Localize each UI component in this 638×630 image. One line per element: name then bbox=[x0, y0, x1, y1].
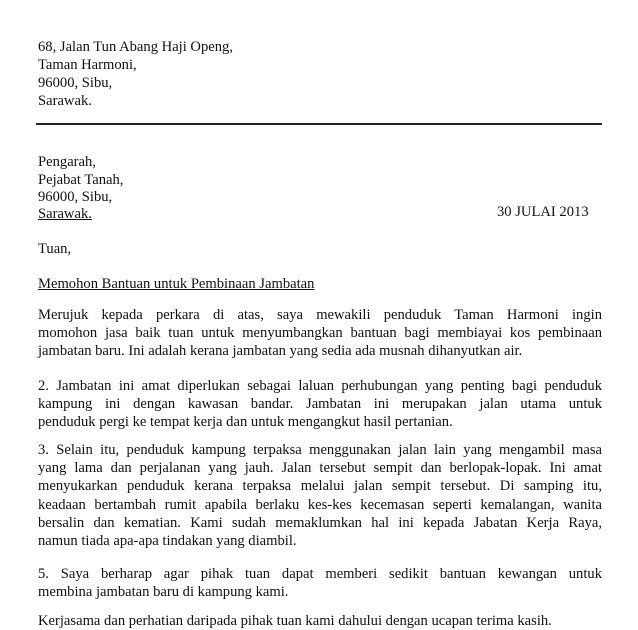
paragraph-line: namun tiada apa-apa tindakan yang diambil. bbox=[38, 533, 297, 550]
paragraph-1 bbox=[38, 306, 602, 361]
paragraph-line: momohon jasa baik tuan untuk menyumbangkan bantuan bagi membiayai kos pembinaan bbox=[38, 325, 602, 342]
paragraph-5 bbox=[38, 612, 602, 630]
paragraph-line: penduduk pergi ke tempat kerja dan untuk mengangkut hasil pertanian. bbox=[38, 414, 453, 431]
paragraph-line: 2. Jambatan ini amat diperlukan sebagai laluan perhubungan yang penting bagi penduduk bbox=[38, 378, 602, 394]
paragraph-line: yang lama dan perjalanan yang jauh. Jalan tersebut sempit dan berlopak-lopak. Ini amat bbox=[38, 460, 602, 477]
paragraph-line: 3. Selain itu, penduduk kampung terpaksa menggunakan jalan lain yang mengambil masa bbox=[38, 442, 602, 458]
paragraph-3 bbox=[38, 441, 602, 550]
header-divider bbox=[36, 123, 602, 125]
subject-line: Memohon Bantuan untuk Pembinaan Jambatan bbox=[38, 276, 315, 292]
paragraph-line: Kerjasama dan perhatian daripada pihak tuan kami dahului dengan ucapan terima kasih. bbox=[38, 613, 552, 629]
recipient-address-line: 96000, Sibu, bbox=[38, 189, 113, 205]
salutation: Tuan, bbox=[38, 241, 72, 257]
letter-date: 30 JULAI 2013 bbox=[497, 204, 589, 220]
paragraph-line: menyukarkan penduduk kerana terpaksa melalui jalan sempit tersebut. Di samping itu, bbox=[38, 478, 602, 495]
paragraph-4 bbox=[38, 565, 602, 601]
recipient-address-line: Sarawak. bbox=[38, 206, 92, 222]
paragraph-line: Merujuk kepada perkara di atas, saya mewakili penduduk Taman Harmoni ingin bbox=[38, 307, 602, 323]
sender-address-line: 68, Jalan Tun Abang Haji Openg, bbox=[38, 39, 233, 55]
paragraph-line: kampung ini dengan kawasan bandar. Jambatan ini merupakan jalan utama untuk bbox=[38, 396, 602, 413]
recipient-address-line: Pengarah, bbox=[38, 154, 96, 170]
paragraph-2 bbox=[38, 377, 602, 432]
paragraph-line: membina jambatan baru di kampung kami. bbox=[38, 584, 289, 601]
recipient-address-line: Pejabat Tanah, bbox=[38, 172, 124, 188]
paragraph-line: keadaan bertambah rumit apabila berlaku kes-kes kecemasan seperti kemalangan, wanita bbox=[38, 496, 602, 513]
paragraph-line: 5. Saya berharap agar pihak tuan dapat memberi sedikit bantuan kewangan untuk bbox=[38, 566, 602, 582]
sender-address-line: 96000, Sibu, bbox=[38, 75, 113, 91]
sender-address-line: Sarawak. bbox=[38, 93, 92, 109]
sender-address-line: Taman Harmoni, bbox=[38, 57, 137, 73]
paragraph-line: bersalin dan kematian. Kami sudah memaklumkan hal ini kepada Jabatan Kerja Raya, bbox=[38, 514, 602, 531]
paragraph-line: jambatan baru. Ini adalah kerana jambatan yang sedia ada musnah dihanyutkan air. bbox=[38, 343, 523, 360]
